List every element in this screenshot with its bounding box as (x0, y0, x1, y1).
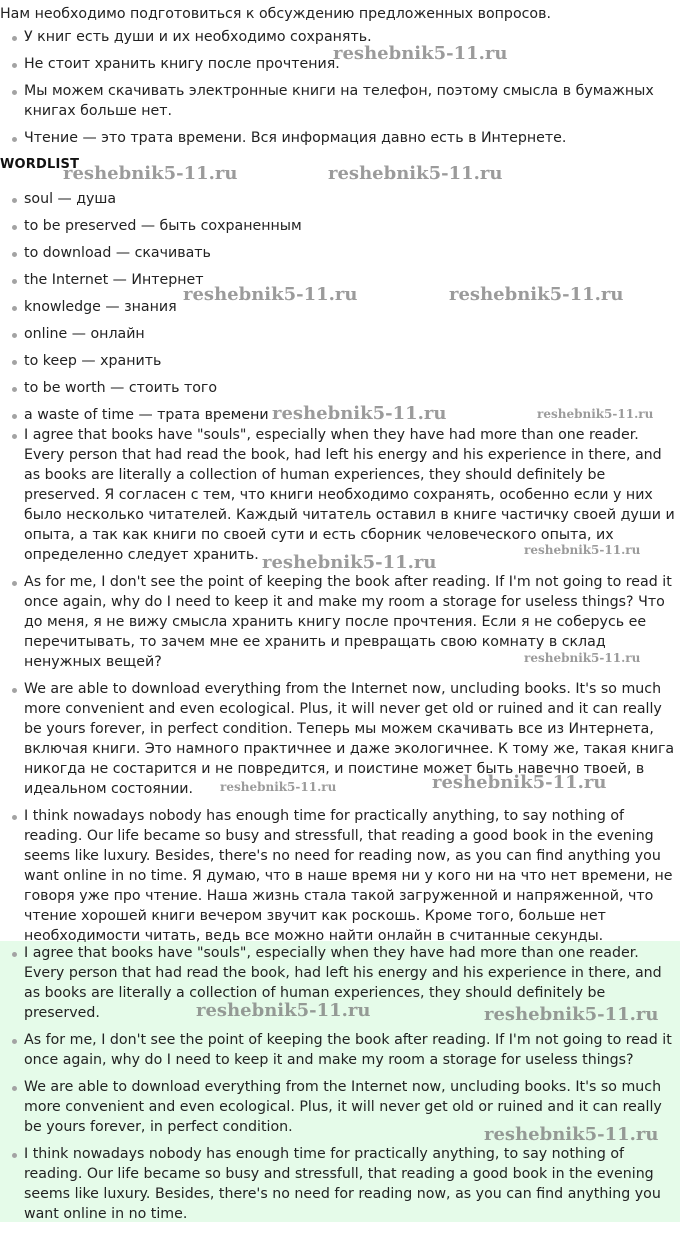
question-item: Не стоит хранить книгу после прочтения. (0, 54, 680, 74)
watermark: reshebnik5-11.ru (333, 43, 508, 64)
watermark: reshebnik5-11.ru (524, 651, 641, 665)
watermark: reshebnik5-11.ru (484, 1004, 659, 1025)
question-item: У книг есть души и их необходимо сохранять. (0, 27, 680, 47)
answer-item: We are able to download everything from the Internet now, uncluding books. It's so much more convenient and even ecological. Plus, it will never get old or ruined and it can really be yours forever, in perfect condition. (0, 1077, 680, 1137)
watermark: reshebnik5-11.ru (220, 780, 337, 794)
english-answers-block (0, 943, 680, 1231)
answer-item: We are able to download everything from the Internet now, uncluding books. It's so much more convenient and even ecological. Plus, it will never get old or ruined and it can really be yours forever, in perfect condition. Теперь мы можем скачивать все из Интернета, включая книги. Это намного практичнее и даже экологичнее. К тому же, такая книга никогда не состарится и не повредится, и поистине может быть навечно твоей, в идеальном состоянии. (0, 679, 680, 799)
word-item: soul — душа (0, 189, 680, 209)
intro-text: Нам необходимо подготовиться к обсуждению предложенных вопросов. (0, 6, 551, 22)
watermark: reshebnik5-11.ru (183, 284, 358, 305)
watermark: reshebnik5-11.ru (272, 403, 447, 424)
english-answers-list (0, 943, 680, 1224)
watermark: reshebnik5-11.ru (328, 163, 503, 184)
watermark: reshebnik5-11.ru (432, 772, 607, 793)
word-item: online — онлайн (0, 324, 680, 344)
watermark: reshebnik5-11.ru (537, 407, 654, 421)
answer-item: I think nowadays nobody has enough time for practically anything, to say nothing of reading. Our life became so busy and stressfull, that reading a good book in the evening seems like luxury. Besides, there's no need for reading now, as you can find anything you want online in no time. (0, 1144, 680, 1224)
answer-item: As for me, I don't see the point of keeping the book after reading. If I'm not going to read it once again, why do I need to keep it and make my room a storage for useless things? (0, 1030, 680, 1070)
wordlist-heading: WORDLIST (0, 157, 80, 172)
answer-item: I agree that books have "souls", especially when they have had more than one reader. Every person that had read the book, had left his energy and his experience in there, and as books are literally a collection of human experiences, they should definitely be preserved. Я согласен с тем, что книги необходимо сохранять, особенно если у них было несколько читателей. Каждый читатель оставил в книге частичку своей души и опыта, а так как книги по своей сути и есть сборник человеческого опыта, их определенно следует хранить. (0, 425, 680, 565)
word-item: to keep — хранить (0, 351, 680, 371)
watermark: reshebnik5-11.ru (196, 1000, 371, 1021)
question-item: Мы можем скачивать электронные книги на телефон, поэтому смысла в бумажных книгах больше нет. (0, 81, 680, 121)
word-item: to be worth — стоить того (0, 378, 680, 398)
word-item: a waste of time — трата времени (0, 405, 680, 425)
wordlist (0, 189, 680, 425)
question-item: Чтение — это трата времени. Вся информация давно есть в Интернете. (0, 128, 680, 148)
word-item: to be preserved — быть сохраненным (0, 216, 680, 236)
answer-item: I agree that books have "souls", especially when they have had more than one reader. Every person that had read the book, had left his energy and his experience in there, and as books are literally a collection of human experiences, they should definitely be preserved. (0, 943, 680, 1023)
word-item: to download — скачивать (0, 243, 680, 263)
word-item: the Internet — Интернет (0, 270, 680, 290)
word-item: knowledge — знания (0, 297, 680, 317)
bilingual-answers-list (0, 425, 680, 946)
watermark: reshebnik5-11.ru (449, 284, 624, 305)
watermark: reshebnik5-11.ru (63, 163, 238, 184)
watermark: reshebnik5-11.ru (262, 552, 437, 573)
answer-item: I think nowadays nobody has enough time for practically anything, to say nothing of reading. Our life became so busy and stressfull, that reading a good book in the evening seems like luxury. Besides, there's no need for reading now, as you can find anything you want online in no time. Я думаю, что в наше время ни у кого ни на что нет времени, не говоря уже про чтение. Наша жизнь стала такой загруженной и напряженной, что чтение хорошей книги вечером звучит как роскошь. Кроме того, больше нет необходимости читать, ведь все можно найти онлайн в считанные секунды. (0, 806, 680, 946)
watermark: reshebnik5-11.ru (524, 543, 641, 557)
answer-item: As for me, I don't see the point of keeping the book after reading. If I'm not going to read it once again, why do I need to keep it and make my room a storage for useless things? Что до меня, я не вижу смысла хранить книгу после прочтения. Если я не соберусь ее перечитывать, то зачем мне ее хранить и превращать свою комнату в склад ненужных вещей? (0, 572, 680, 672)
watermark: reshebnik5-11.ru (484, 1124, 659, 1145)
